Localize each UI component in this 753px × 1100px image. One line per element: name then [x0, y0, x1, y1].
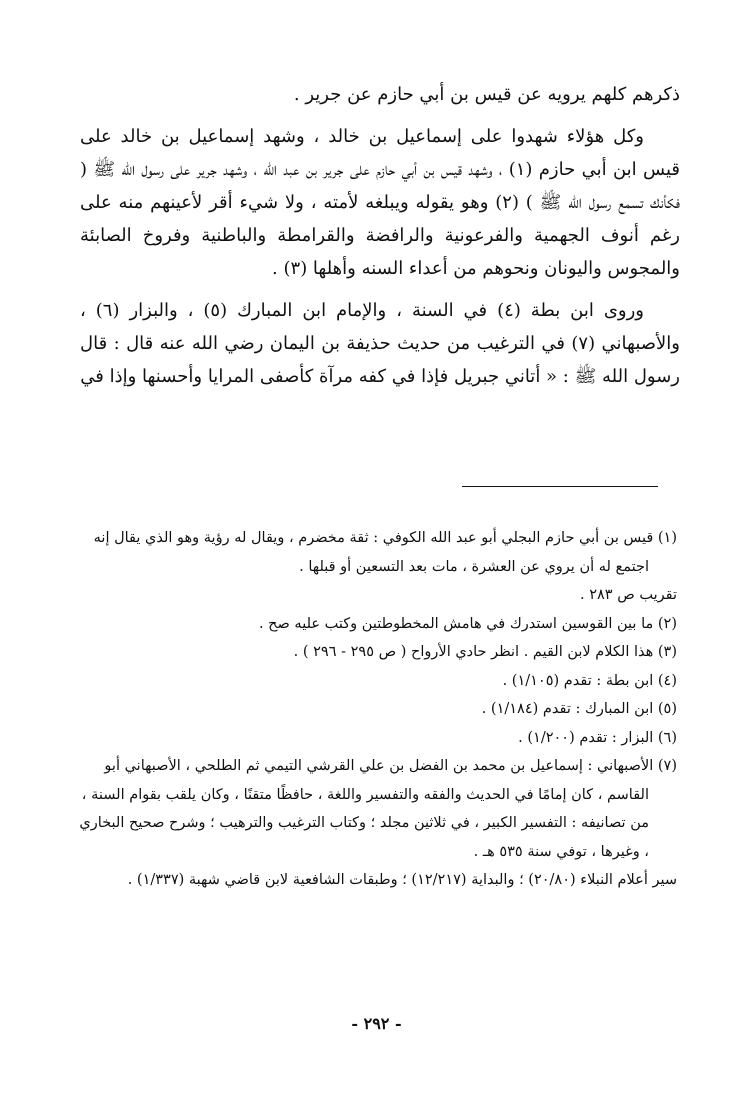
footnote-1-source: تقريب ص ٢٨٣ . — [580, 587, 677, 603]
footnote-7: (٧) الأصبهاني : إسماعيل بن محمد بن الفضل بن علي القرشي التيمي ثم الطلحي ، الأصبهاني أبو القاسم ، كان إمامًا في الحديث والفقه والتفسير واللغة ، حافظًا متقنًا ، وكان يلقب بقوام السنة ، من تصانيفه : التفسير الكبير ، في ثلاثين مجلد ؛ وكتاب الترغيب والترهيب ؛ وشرح صحيح البخاري ، وغيرها ، توفي سنة ٥٣٥ هـ . — [79, 758, 677, 860]
footnote-separator — [462, 486, 658, 487]
main-text — [80, 78, 680, 402]
paragraph-2: وكل هؤلاء شهدوا على إسماعيل بن خالد ، وشهد إسماعيل بن خالد على قيس ابن أبي حازم (١) ، وشهد قيس بن أبي حازم على جرير بن عبد الله ، وشهد جرير على رسول الله ﷺ ( فكأنك تسمع رسول الله ﷺ ) (٢) وهو يقوله ويبلغه لأمته ، ولا شيء أقر لأعينهم منه على رغم أنوف الجهمية والفرعونية والرافضة والقرامطة والباطنية وفروخ الصابئة والمجوس واليونان ونحوهم من أعداء السنه وأهلها (٣) . — [80, 126, 680, 279]
footnote-6: (٦) البزار : تقدم (١/٢٠٠) . — [518, 729, 677, 746]
footnotes — [72, 524, 677, 895]
footnote-2: (٢) ما بين القوسين استدرك في هامش المخطوطتين وكتب عليه صح . — [258, 615, 677, 632]
paragraph-1: ذكرهم كلهم يرويه عن قيس بن أبي حازم عن جرير . — [293, 84, 680, 105]
footnote-1: (١) قيس بن أبي حازم البجلي أبو عبد الله الكوفي : ثقة مخضرم ، ويقال له رؤية وهو الذي يقال إنه اجتمع له أن يروي عن العشرة ، مات بعد التسعين أو قبلها . — [93, 530, 677, 575]
footnote-5: (٥) ابن المبارك : تقدم (١/١٨٤) . — [481, 701, 677, 717]
footnote-4: (٤) ابن بطة : تقدم (١/١٠٥) . — [502, 672, 677, 689]
paragraph-3: وروى ابن بطة (٤) في السنة ، والإمام ابن المبارك (٥) ، والبزار (٦) ، والأصبهاني (٧) في الترغيب من حديث حذيفة بن اليمان رضي الله عنه قال : قال رسول الله ﷺ : « أتاني جبريل فإذا في كفه مرآة كأصفى المرايا وأحسنها وإذا في — [80, 300, 681, 387]
footnote-3: (٣) هذا الكلام لابن القيم . انظر حادي الأرواح ( ص ٢٩٥ - ٢٩٦ ) . — [293, 644, 677, 660]
footnote-7-source: سير أعلام النبلاء (٢٠/٨٠) ؛ والبداية (١٢/٢١٧) ؛ وطبقات الشافعية لابن قاضي شهبة (١/٣٣٧) . — [127, 872, 677, 888]
page-number: - ٢٩٢ - — [351, 1014, 402, 1033]
